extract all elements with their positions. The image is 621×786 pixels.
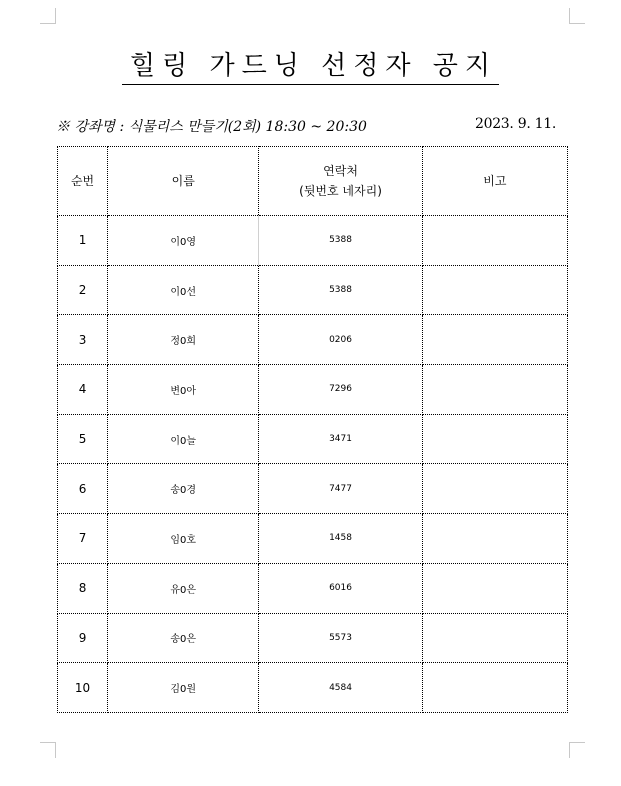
document-title-container — [0, 50, 621, 85]
cell-note — [422, 663, 567, 713]
cell-no: 1 — [58, 216, 108, 266]
cell-name: 정0희 — [108, 315, 259, 365]
course-name: ※ 강좌명 : 식물리스 만들기(2회) 18:30 ~ 20:30 — [56, 119, 367, 135]
cell-phone: 6016 — [259, 563, 422, 613]
table-row — [58, 265, 568, 315]
cell-no: 6 — [58, 464, 108, 514]
table-row — [58, 613, 568, 663]
cell-no: 8 — [58, 563, 108, 613]
cell-note — [422, 563, 567, 613]
cell-note — [422, 315, 567, 365]
cell-note — [422, 464, 567, 514]
cell-no: 2 — [58, 265, 108, 315]
table-row — [58, 216, 568, 266]
cell-no: 5 — [58, 414, 108, 464]
cell-phone: 7296 — [259, 365, 422, 415]
cell-name: 유0은 — [108, 563, 259, 613]
table-row — [58, 663, 568, 713]
cell-note — [422, 414, 567, 464]
course-info-line — [56, 114, 556, 136]
header-note: 비고 — [422, 147, 567, 216]
selection-table — [57, 146, 568, 713]
cell-no: 9 — [58, 613, 108, 663]
table-row — [58, 514, 568, 564]
cell-name: 변0아 — [108, 365, 259, 415]
cell-no: 4 — [58, 365, 108, 415]
cell-name: 이0선 — [108, 265, 259, 315]
header-contact — [259, 147, 422, 216]
header-contact-line2: (뒷번호 네자리) — [299, 184, 382, 198]
header-contact-line1: 연락처 — [323, 164, 358, 178]
table-header-row — [58, 147, 568, 216]
cell-no: 3 — [58, 315, 108, 365]
table-row — [58, 365, 568, 415]
cell-phone: 5388 — [259, 265, 422, 315]
cell-phone: 0206 — [259, 315, 422, 365]
cell-no: 10 — [58, 663, 108, 713]
table-row — [58, 414, 568, 464]
crop-mark-top-right — [569, 8, 585, 24]
crop-mark-bottom-left — [40, 742, 56, 758]
notice-date: 2023. 9. 11. — [474, 116, 556, 132]
table-row — [58, 464, 568, 514]
cell-phone: 4584 — [259, 663, 422, 713]
cell-note — [422, 514, 567, 564]
cell-note — [422, 265, 567, 315]
header-no: 순번 — [58, 147, 108, 216]
cell-no: 7 — [58, 514, 108, 564]
header-name: 이름 — [108, 147, 259, 216]
table-row — [58, 563, 568, 613]
cell-name: 임0호 — [108, 514, 259, 564]
document-title: 힐링 가드닝 선정자 공지 — [122, 50, 499, 85]
cell-name: 이0영 — [108, 216, 259, 266]
cell-name: 송0경 — [108, 464, 259, 514]
cell-note — [422, 216, 567, 266]
crop-mark-bottom-right — [569, 742, 585, 758]
table-row — [58, 315, 568, 365]
crop-mark-top-left — [40, 8, 56, 24]
cell-phone: 3471 — [259, 414, 422, 464]
cell-phone: 7477 — [259, 464, 422, 514]
cell-note — [422, 613, 567, 663]
cell-name: 김0원 — [108, 663, 259, 713]
cell-name: 이0늘 — [108, 414, 259, 464]
cell-phone: 5388 — [259, 216, 422, 266]
cell-phone: 5573 — [259, 613, 422, 663]
cell-phone: 1458 — [259, 514, 422, 564]
cell-name: 송0은 — [108, 613, 259, 663]
cell-note — [422, 365, 567, 415]
